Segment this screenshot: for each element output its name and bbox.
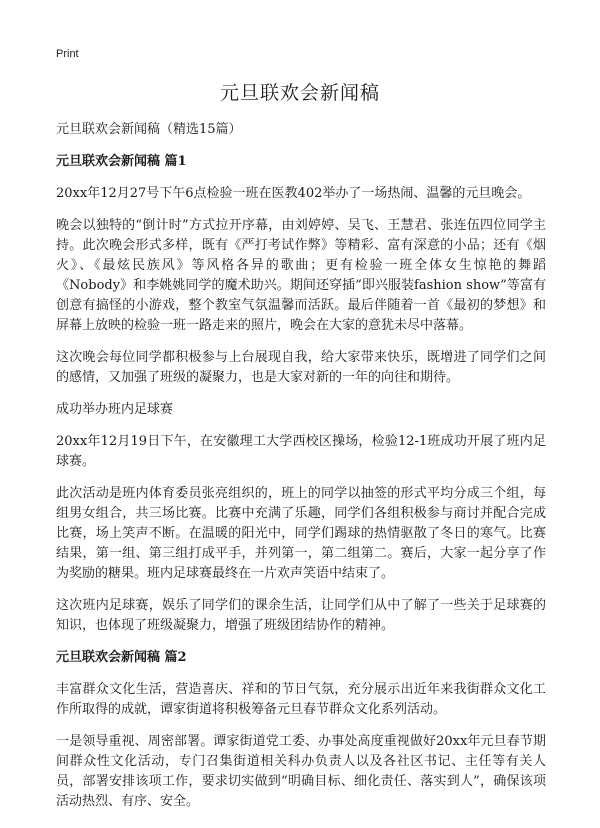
paragraph: 晚会以独特的“倒计时”方式拉开序幕，由刘婷婷、吴飞、王慧君、张连伍四位同学主持。此次晚会形式多样，既有《严打考试作弊》等精彩、富有深意的小品；还有《烟火》、《最炫民族风》等风格各异的歌曲；更有检验一班全体女生惊艳的舞蹈《Nobody》和李姚姚同学的魔术助兴。期间还穿插“即兴服装fashion show”等富有创意有搞怪的小游戏，整个教室气氛温馨而活跃。最后伴随着一首《最初的梦想》和屏幕上放映的检验一班一路走来的照片，晚会在大家的意犹未尽中落幕。 bbox=[56, 218, 546, 333]
section-heading: 元旦联欢会新闻稿 篇2 bbox=[56, 650, 187, 665]
paragraph: 丰富群众文化生活，营造喜庆、祥和的节日气氛，充分展示出近年来我街群众文化工作所取得的成就，谭家街道将积极筹备元旦春节群众文化系列活动。 bbox=[56, 682, 546, 717]
paragraph: 此次活动是班内体育委员张亮组织的，班上的同学以抽签的形式平均分成三个组，每组男女组合，共三场比赛。比赛中充满了乐趣，同学们各组积极参与商讨并配合完成比赛，场上笑声不断。在温暖的阳光中，同学们踢球的热情驱散了冬日的寒气。比赛结果，第一组、第三组打成平手，并列第一，第二组第二。赛后，大家一起分享了作为奖励的糖果。班内足球赛最终在一片欢声笑语中结束了。 bbox=[56, 486, 546, 581]
paragraph: 一是领导重视、周密部署。谭家街道党工委、办事处高度重视做好20xx年元旦春节期间群众性文化活动，专门召集街道相关科办负责人以及各社区书记、主任等有关人员，部署安排该项工作，要求切实做到“明确目标、细化责任、落实到人”，确保该项活动热烈、有序、安全。 bbox=[56, 734, 546, 809]
section-heading: 元旦联欢会新闻稿 篇1 bbox=[56, 154, 187, 169]
sub-heading: 成功举办班内足球赛 bbox=[56, 402, 174, 417]
paragraph: 20xx年12月27号下午6点检验一班在医教402举办了一场热闹、温馨的元旦晚会。 bbox=[56, 186, 531, 201]
article-body bbox=[56, 120, 546, 824]
paragraph: 这次晚会每位同学都积极参与上台展现自我，给大家带来快乐，既增进了同学们之间的感情，又加强了班级的凝聚力，也是大家对新的一年的向往和期待。 bbox=[56, 350, 546, 385]
paragraph: 这次班内足球赛，娱乐了同学们的课余生活，让同学们从中了解了一些关于足球赛的知识，也体现了班级凝聚力，增强了班级团结协作的精神。 bbox=[56, 598, 546, 633]
article-subtitle: 元旦联欢会新闻稿（精选15篇） bbox=[56, 122, 242, 137]
print-link[interactable]: Print bbox=[56, 48, 79, 60]
document-title: 元旦联欢会新闻稿 bbox=[219, 82, 380, 104]
paragraph: 20xx年12月19日下午，在安徽理工大学西校区操场，检验12-1班成功开展了班内足球赛。 bbox=[56, 434, 546, 469]
